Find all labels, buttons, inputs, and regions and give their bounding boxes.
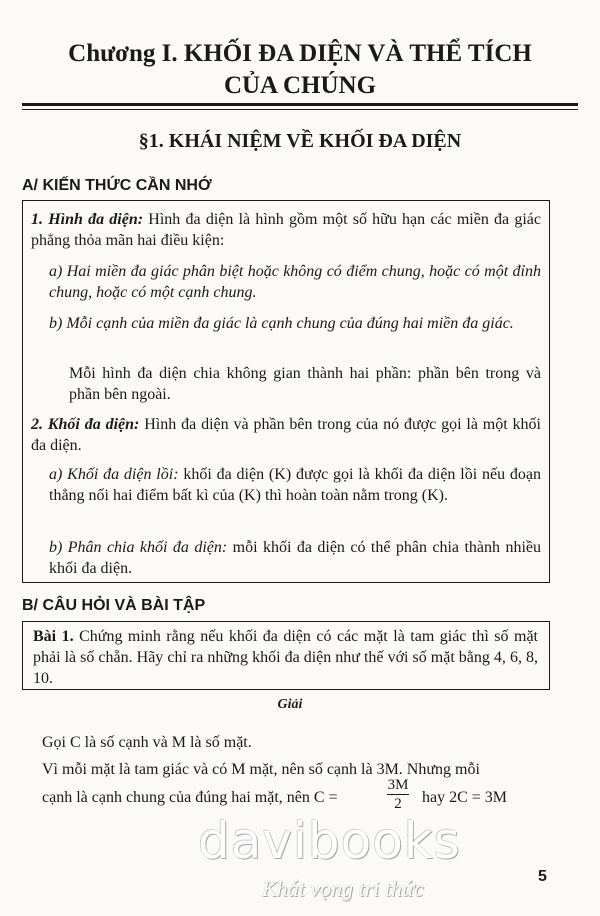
watermark-tagline: Khát vọng tri thức (262, 876, 424, 901)
item2-label: 2. Khối đa diện: (31, 416, 140, 433)
fraction-numerator: 3M (387, 777, 409, 793)
exercise-text: Chứng minh rằng nếu khối đa diện có các mặt là tam giác thì số mặt phải là số chẵn. Hãy chỉ ra những khối đa diện như thế với số mặt bằng 4, 6, 8, 10. (33, 628, 538, 687)
part-b-heading: B/ CÂU HỎI VÀ BÀI TẬP (22, 597, 206, 614)
item1-text: Hình đa diện là hình gồm một số hữu hạn các miền đa giác phẳng thỏa mãn hai điều kiện: (31, 211, 541, 249)
item2-partition-label: b) Phân chia khối đa diện: (49, 539, 228, 556)
chapter-title-line1: Chương I. KHỐI ĐA DIỆN VÀ THỂ TÍCH (68, 40, 532, 67)
chapter-title-line2: CỦA CHÚNG (223, 72, 377, 99)
item2-convex-text: khối đa diện (K) được gọi là khối đa diện lồi nếu đoạn thẳng nối hai điểm bất kì của (K) thì hoàn toàn nằm trong (K). (49, 466, 542, 504)
solution-label: Giải (277, 697, 303, 712)
title-rule-thin (22, 109, 578, 110)
item2-partition (49, 537, 541, 579)
exercise-box (22, 621, 550, 690)
fraction-3m-over-2 (387, 776, 409, 813)
theory-box (22, 200, 550, 583)
item1-note: Mỗi hình đa diện chia không gian thành hai phần: phần bên trong và phần bên ngoài. (69, 365, 541, 403)
item2-text: Hình đa diện và phần bên trong của nó được gọi là một khối đa diện. (31, 416, 541, 454)
exercise-paragraph (33, 626, 538, 689)
fraction-denominator: 2 (394, 796, 402, 812)
item1-condition-b: b) Mỗi cạnh của miền đa giác là cạnh chung của đúng hai miền đa giác. (49, 315, 514, 332)
item2-convex (49, 464, 541, 506)
item2-partition-text: mỗi khối đa diện có thể phân chia thành nhiều khối đa diện. (49, 539, 541, 577)
part-a-heading: A/ KIẾN THỨC CẦN NHỚ (22, 177, 212, 194)
solution-line2: Vì mỗi mặt là tam giác và có M mặt, nên số cạnh là 3M. Nhưng mỗi (42, 761, 480, 778)
chapter-title (0, 38, 600, 102)
page-number: 5 (538, 868, 547, 885)
item1-condition-a: a) Hai miền đa giác phân biệt hoặc không có điểm chung, hoặc có một đỉnh chung, hoặc có một cạnh chung. (49, 263, 541, 301)
item1-label: 1. Hình đa diện: (31, 211, 144, 228)
solution-line3-before: cạnh là cạnh chung của đúng hai mặt, nên C = (42, 789, 338, 806)
item2-paragraph (31, 414, 541, 456)
title-rule-thick (22, 103, 578, 106)
solution-line1: Gọi C là số cạnh và M là số mặt. (42, 734, 252, 751)
item1-paragraph (31, 209, 541, 251)
section-title: §1. KHÁI NIỆM VỀ KHỐI ĐA DIỆN (138, 130, 462, 152)
item2-convex-label: a) Khối đa diện lồi: (49, 466, 179, 483)
solution-line3-after: hay 2C = 3M (422, 789, 508, 806)
exercise-label: Bài 1. (33, 628, 74, 645)
watermark-brand: davibooks (198, 812, 461, 870)
